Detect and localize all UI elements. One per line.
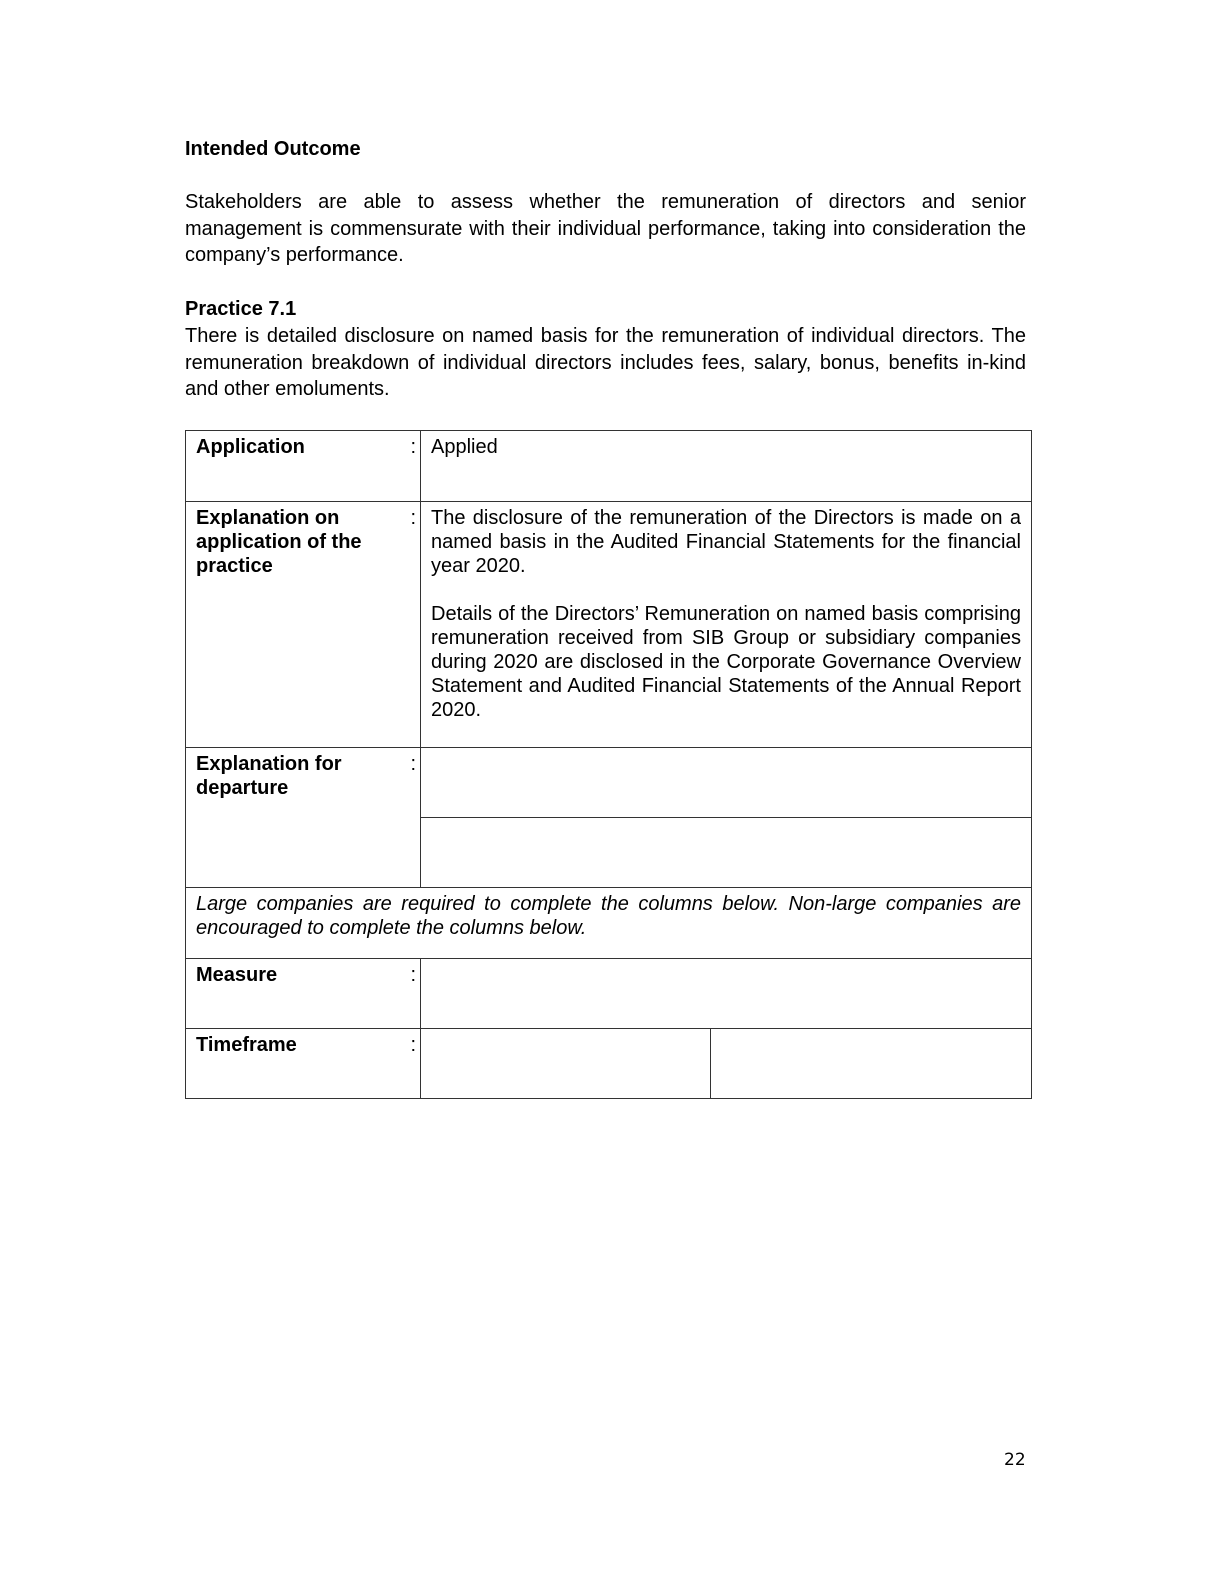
explanation-departure-row bbox=[186, 748, 1032, 818]
measure-label: Measure bbox=[196, 964, 278, 986]
explanation-application-label: Explanation on application of the practice bbox=[196, 507, 362, 577]
timeframe-value-cell-1 bbox=[421, 1029, 711, 1099]
timeframe-label-cell bbox=[186, 1029, 421, 1099]
colon-separator: : bbox=[410, 436, 416, 458]
application-label: Application bbox=[196, 436, 305, 458]
page-number: 22 bbox=[1004, 1450, 1026, 1470]
explanation-application-row bbox=[186, 502, 1032, 748]
colon-separator: : bbox=[410, 964, 416, 986]
practice-application-table bbox=[185, 430, 1032, 1099]
measure-row bbox=[186, 959, 1032, 1029]
application-label-cell bbox=[186, 431, 421, 502]
colon-separator: : bbox=[410, 753, 416, 775]
measure-value-cell bbox=[421, 959, 1032, 1029]
colon-separator: : bbox=[410, 507, 416, 529]
application-value: Applied bbox=[431, 436, 498, 458]
intended-outcome-text: Stakeholders are able to assess whether the remuneration of directors and senior management is commensurate with their individual performance, taking into consideration the company’s performance. bbox=[185, 191, 1026, 266]
practice-heading: Practice 7.1 bbox=[185, 298, 297, 320]
application-value-cell bbox=[421, 431, 1032, 502]
explanation-departure-extra-cell bbox=[421, 818, 1032, 888]
explanation-paragraph-2: Details of the Directors’ Remuneration on named basis comprising remuneration received from SIB Group or subsidiary companies during 2020 are disclosed in the Corporate Governance Overview Statement and Audited Financial Statements of the Annual Report 2020. bbox=[431, 603, 1021, 721]
explanation-departure-label: Explanation for departure bbox=[196, 753, 342, 799]
timeframe-label: Timeframe bbox=[196, 1034, 297, 1056]
timeframe-row bbox=[186, 1029, 1032, 1099]
practice-text: There is detailed disclosure on named basis for the remuneration of individual directors. The remuneration breakdown of individual directors includes fees, salary, bonus, benefits in-kind and other emoluments. bbox=[185, 325, 1026, 400]
measure-label-cell bbox=[186, 959, 421, 1029]
explanation-paragraph-1: The disclosure of the remuneration of the Directors is made on a named basis in the Audited Financial Statements for the financial year 2020. bbox=[431, 507, 1021, 577]
explanation-departure-value-cell bbox=[421, 748, 1032, 818]
intended-outcome-heading: Intended Outcome bbox=[185, 138, 361, 160]
explanation-departure-label-cell bbox=[186, 748, 421, 888]
note-row bbox=[186, 888, 1032, 959]
large-companies-note: Large companies are required to complete the columns below. Non-large companies are encouraged to complete the columns below. bbox=[186, 888, 1032, 959]
colon-separator: : bbox=[410, 1034, 416, 1056]
explanation-application-label-cell bbox=[186, 502, 421, 748]
timeframe-value-cell-2 bbox=[711, 1029, 1032, 1099]
explanation-application-value-cell bbox=[421, 502, 1032, 748]
application-row bbox=[186, 431, 1032, 502]
